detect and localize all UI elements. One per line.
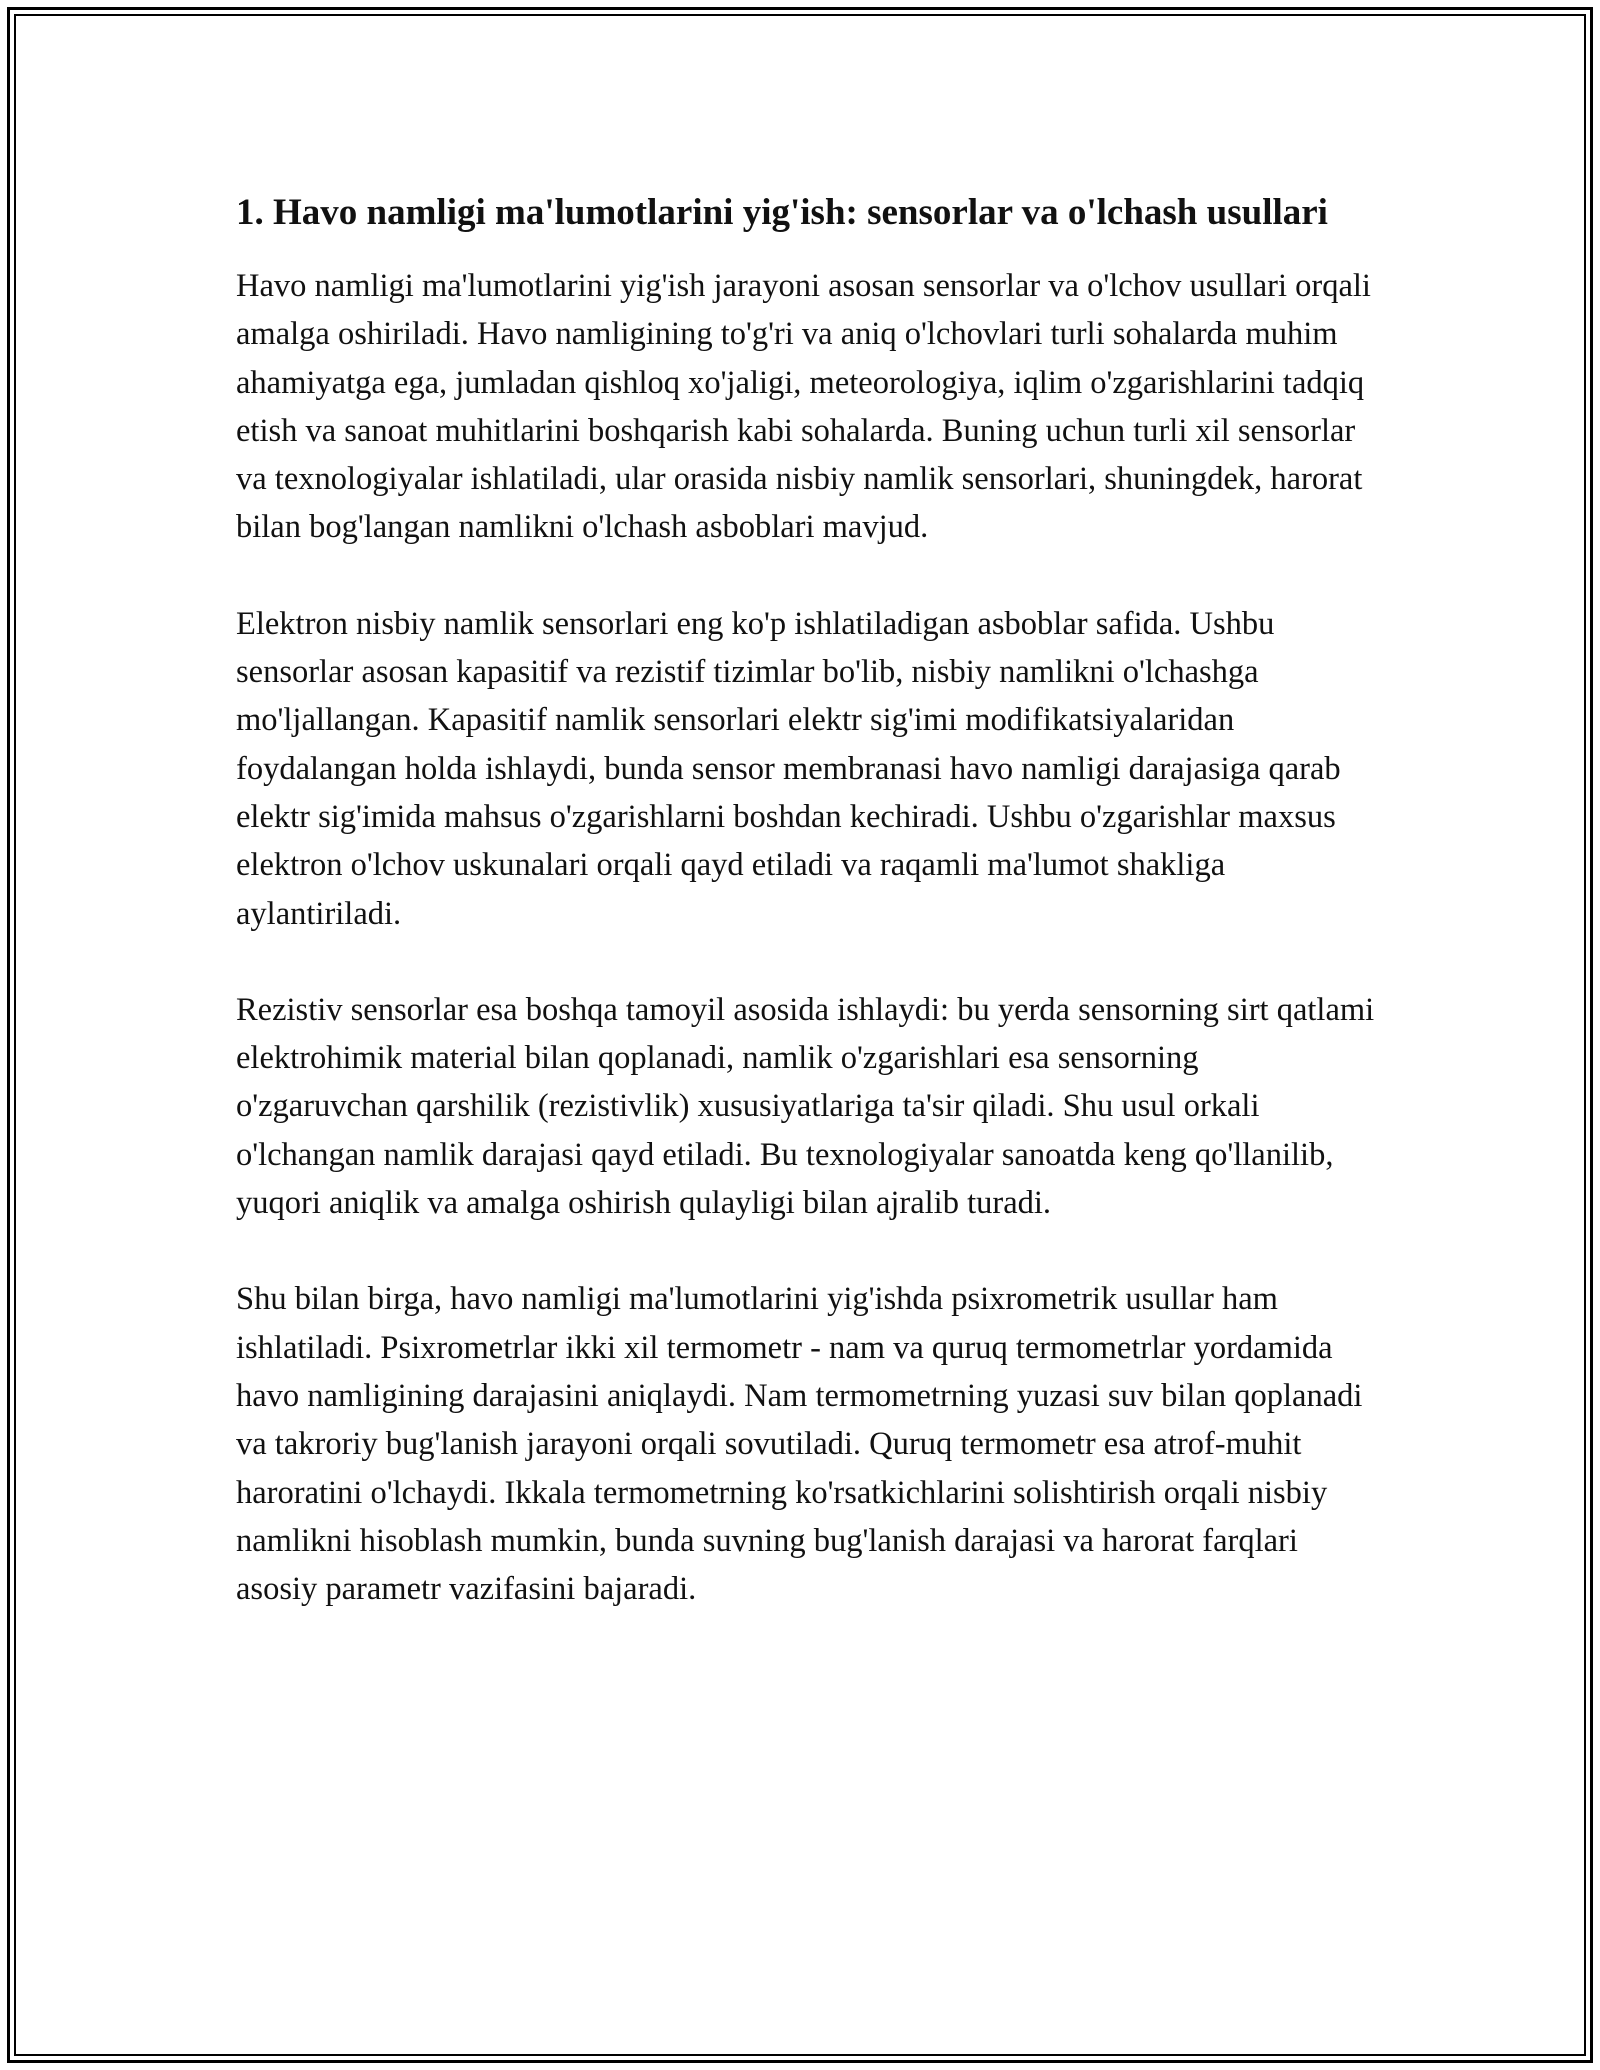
paragraph-resistive-sensors: Rezistiv sensorlar esa boshqa tamoyil asosida ishlaydi: bu yerda sensorning sirt qatlami elektrohimik material bilan qoplanadi, namlik o'zgarishlari esa sensorning o'zgaruvchan qarshilik (rezistivlik) xususiyatlariga ta'sir qiladi. Shu usul orkali o'lchangan namlik darajasi qayd etiladi. Bu texnologiyalar sanoatda keng qo'llanilib, yuqori aniqlik va amalga oshirish qulayligi bilan ajralib turadi. (236, 991, 1375, 1222)
paragraph-intro: Havo namligi ma'lumotlarini yig'ish jarayoni asosan sensorlar va o'lchov usullari orqali amalga oshiriladi. Havo namligining to'g'ri va aniq o'lchovlari turli sohalarda muhim ahamiyatga ega, jumladan qishloq xo'jaligi, meteorologiya, iqlim o'zgarishlarini tadqiq etish va sanoat muhitlarini boshqarish kabi sohalarda. Buning uchun turli xil sensorlar va texnologiyalar ishlatiladi, ular orasida nisbiy namlik sensorlari, shuningdek, harorat bilan bog'langan namlikni o'lchash asboblari mavjud. (236, 268, 1371, 546)
section-heading: 1. Havo namligi ma'lumotlarini yig'ish: sensorlar va o'lchash usullari (236, 192, 1328, 233)
paragraph-psychrometric-methods: Shu bilan birga, havo namligi ma'lumotlarini yig'ishda psixrometrik usullar ham ishlatiladi. Psixrometrlar ikki xil termometr - nam va quruq termometrlar yordamida havo namligining darajasini aniqlaydi. Nam termometrning yuzasi suv bilan qoplanadi va takroriy bug'lanish jarayoni orqali sovutiladi. Quruq termometr esa atrof-muhit haroratini o'lchaydi. Ikkala termometrning ko'rsatkichlarini solishtirish orqali nisbiy namlikni hisoblash mumkin, bunda suvning bug'lanish darajasi va harorat farqlari asosiy parametr vazifasini bajaradi. (236, 1281, 1363, 1608)
paragraph-electronic-sensors: Elektron nisbiy namlik sensorlari eng ko'p ishlatiladigan asboblar safida. Ushbu sensorlar asosan kapasitif va rezistif tizimlar bo'lib, nisbiy namlikni o'lchashga mo'ljallangan. Kapasitif namlik sensorlari elektr sig'imi modifikatsiyalaridan foydalangan holda ishlaydi, bunda sensor membranasi havo namligi darajasiga qarab elektr sig'imida mahsus o'zgarishlarni boshdan kechiradi. Ushbu o'zgarishlar maxsus elektron o'lchov uskunalari orqali qayd etiladi va raqamli ma'lumot shakliga aylantiriladi. (236, 605, 1341, 932)
document-body (236, 186, 1376, 1661)
